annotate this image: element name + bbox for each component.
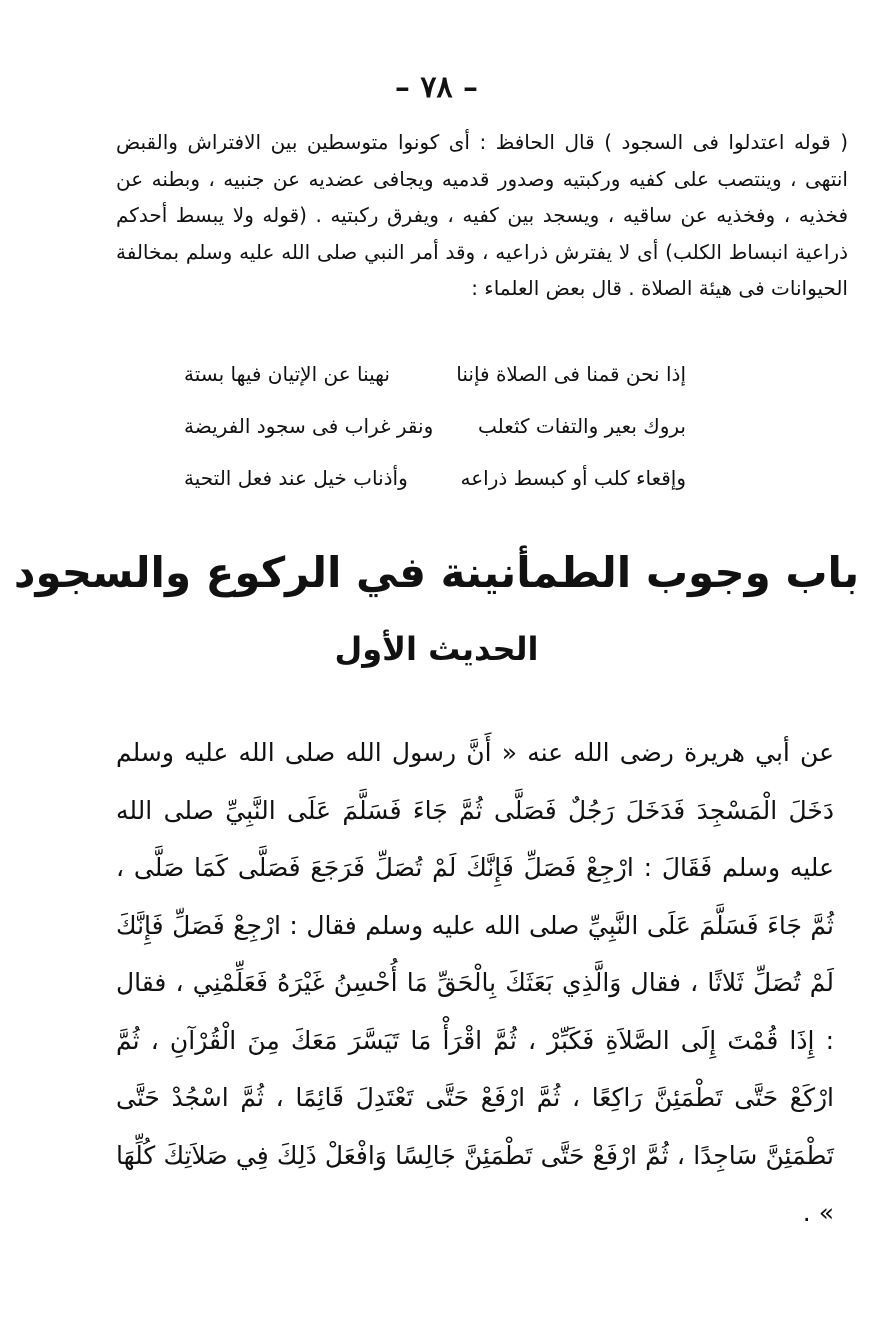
verse-second-hemistich: ونقر غراب فى سجود الفريضة — [184, 414, 434, 438]
verse-second-hemistich: وأذناب خيل عند فعل التحية — [184, 466, 408, 490]
page-number: – ٧٨ – — [394, 70, 479, 105]
hadith-heading: الحديث الأول — [334, 630, 539, 668]
commentary-paragraph: ( قوله اعتدلوا فى السجود ) قال الحافظ : أى كونوا متوسطين بين الافتراش والقبض انتهى ، وينتصب على كفيه وركبتيه وصدور قدميه ويجافى عضديه عن جنبيه ، وبطنه عن فخذيه ، وفخذيه عن ساقيه ، ويسجد بين كفيه ، ويفرق ركبتيه . (قوله ولا يبسط أحدكم ذراعية انبساط الكلب) أى لا يفترش ذراعيه ، وقد أمر النبي صلى الله عليه وسلم بمخالفة الحيوانات فى هيئة الصلاة . قال بعض العلماء : — [116, 130, 848, 300]
poem-verse — [184, 404, 686, 456]
poem-verse — [184, 456, 686, 508]
verse-first-hemistich: وإقعاء كلب أو كبسط ذراعه — [460, 466, 686, 490]
hadith-paragraph: عن أبي هريرة رضى الله عنه « أَنَّ رسول الله صلى الله عليه وسلم دَخَلَ الْمَسْجِدَ فَدَخَلَ رَجُلٌ فَصَلَّى ثُمَّ جَاءَ فَسَلَّمَ عَلَى النَّبِيِّ صلى الله عليه وسلم فَقَالَ : ارْجِعْ فَصَلِّ فَإِنَّكَ لَمْ تُصَلِّ فَرَجَعَ فَصَلَّى كَمَا صَلَّى ، ثُمَّ جَاءَ فَسَلَّمَ عَلَى النَّبِيِّ صلى الله عليه وسلم فقال : ارْجِعْ فَصَلِّ فَإِنَّكَ لَمْ تُصَلِّ ثَلاثًا ، فقال وَالَّذِي بَعَثَكَ بِالْحَقِّ مَا أُحْسِنُ غَيْرَهُ فَعَلِّمْنِي ، فقال : إِذَا قُمْتَ إِلَى الصَّلاَةِ فَكَبِّرْ ، ثُمَّ اقْرَأْ مَا تَيَسَّرَ مَعَكَ مِنَ الْقُرْآنِ ، ثُمَّ ارْكَعْ حَتَّى تَطْمَئِنَّ رَاكِعًا ، ثُمَّ ارْفَعْ حَتَّى تَعْتَدِلَ قَائِمًا ، ثُمَّ اسْجُدْ حَتَّى تَطْمَئِنَّ سَاجِدًا ، ثُمَّ ارْفَعْ حَتَّى تَطْمَئِنَّ جَالِسًا وَافْعَلْ ذَلِكَ فِي صَلاَتِكَ كُلِّهَا » . — [116, 738, 834, 1227]
verse-first-hemistich: إذا نحن قمنا فى الصلاة فإننا — [456, 362, 686, 386]
commentary-block — [116, 124, 848, 307]
verse-second-hemistich: نهينا عن الإتيان فيها بستة — [184, 362, 390, 386]
poem-verse — [184, 352, 686, 404]
chapter-title: باب وجوب الطمأنينة في الركوع والسجود — [13, 548, 860, 597]
poem-block — [184, 352, 686, 508]
verse-first-hemistich: بروك بعير والتفات كثعلب — [478, 414, 686, 438]
hadith-body — [116, 724, 834, 1242]
